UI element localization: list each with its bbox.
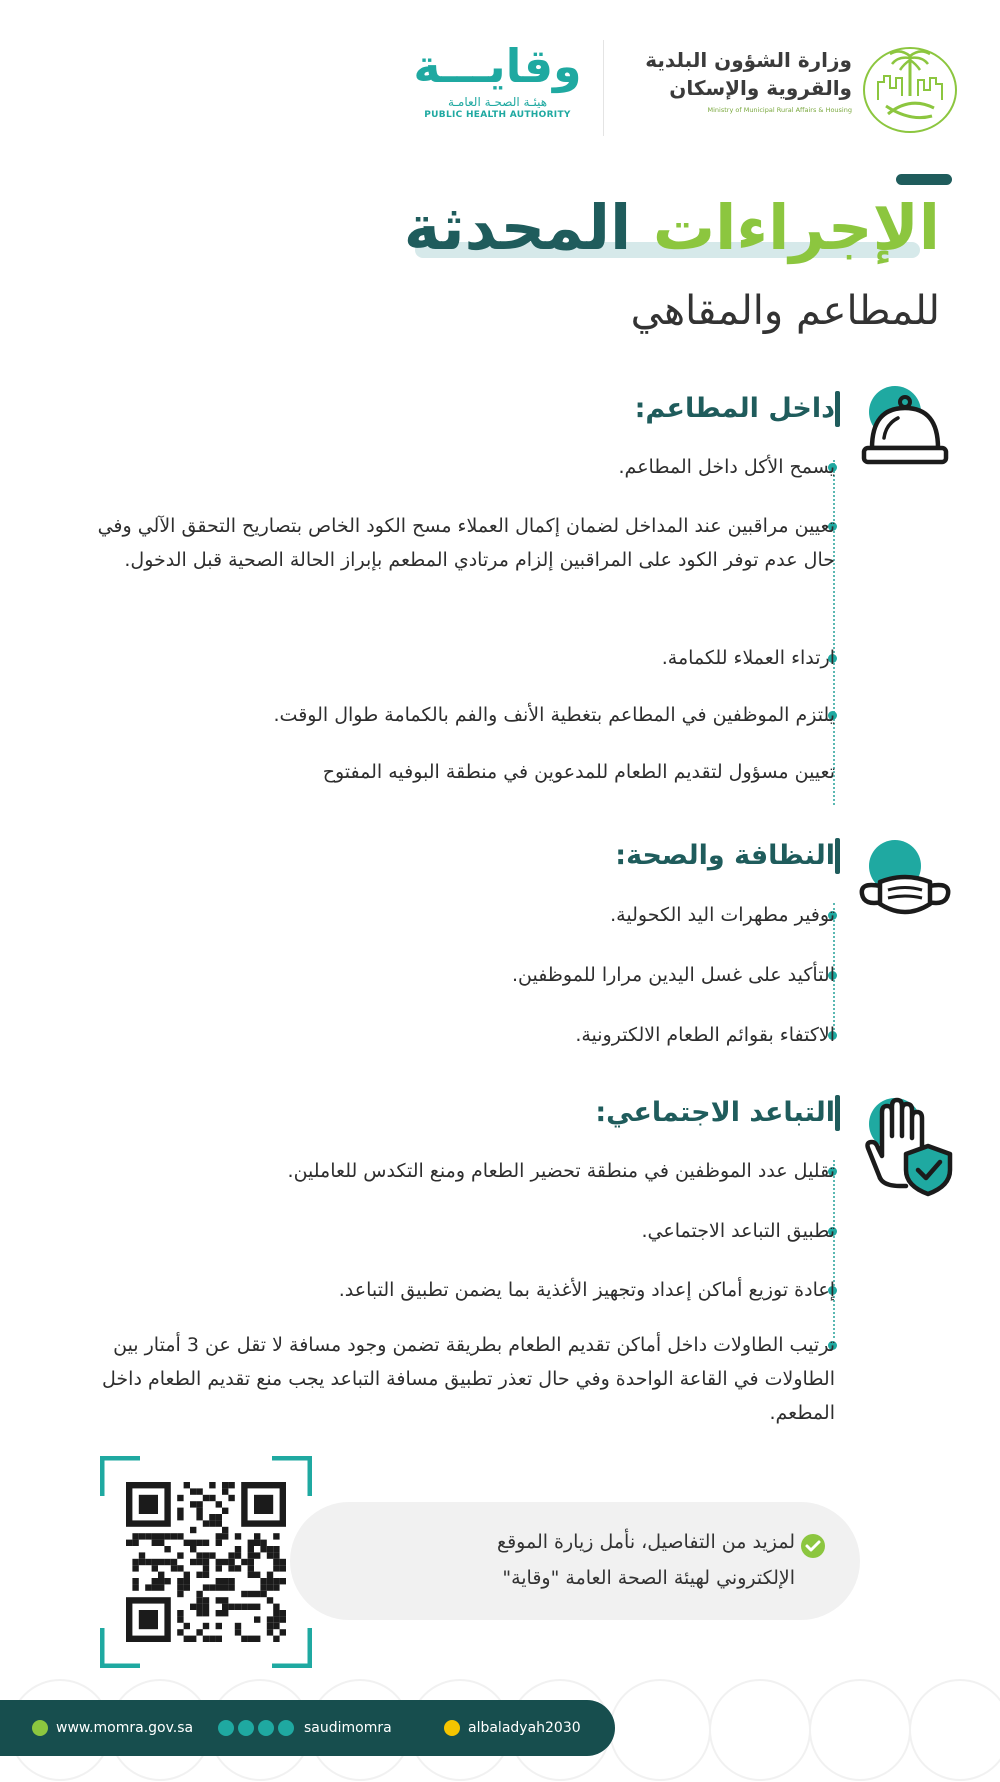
list-item: تطبيق التباعد الاجتماعي. [641,1220,835,1242]
globe-icon [32,1720,48,1736]
wiqaya-logo-english: PUBLIC HEALTH AUTHORITY [424,110,571,120]
list-item: تعيين مراقبين عند المداخل لضمان إكمال العملاء مسح الكود الخاص بتصاريح التحقق الآلي وفي حال عدم توفر الكود على المراقبين إلزام مرتادي المطعم بإبراز الحالة الصحية قبل الدخول. [97,515,835,571]
snapchat-icon[interactable] [444,1720,460,1736]
ministry-logo [640,38,960,138]
twitter-icon[interactable] [238,1720,254,1736]
hand-shield-icon [850,1090,960,1200]
info-text-line1: لمزيد من التفاصيل، نأمل زيارة الموقع [496,1531,795,1553]
ministry-name-en: Ministry of Municipal Rural Affairs & Housing [707,106,852,114]
list-item: تعيين مسؤول لتقديم الطعام للمدعوين في منطقة البوفيه المفتوح [322,761,835,783]
ministry-name-line1: وزارة الشؤون البلدية [645,48,852,72]
section-title-inside-restaurants: داخل المطاعم: [634,393,835,424]
page-subtitle: للمطاعم والمقاهي [630,288,940,334]
logo-divider [603,40,604,136]
page-title [300,190,940,266]
qr-code[interactable] [100,1456,312,1668]
info-text-line2: الإلكتروني لهيئة الصحة العامة "وقاية" [502,1567,795,1589]
cloche-icon [850,378,960,488]
list-item: ترتيب الطاولات داخل أماكن تقديم الطعام بطريقة تضمن وجود مسافة لا تقل عن 3 أمتار بين الطاولات في القاعة الواحدة وفي حال تعذر تطبيق مسافة التباعد يجب منع تقديم الطعام داخل المطعم. [102,1334,835,1424]
section-bar [835,1095,840,1131]
list-item: يلتزم الموظفين في المطاعم بتغطية الأنف والفم بالكمامة طوال الوقت. [273,704,835,726]
section-title-hygiene: النظافة والصحة: [615,840,835,871]
ministry-emblem-icon [860,38,960,138]
instagram-icon[interactable] [258,1720,274,1736]
wiqaya-logo-text: وقايـــة [413,39,582,93]
list-item: التأكيد على غسل اليدين مرارا للموظفين. [511,964,835,986]
list-item: ارتداء العملاء للكمامة. [661,647,835,669]
list-item: يسمح الأكل داخل المطاعم. [618,456,835,478]
list-item: تقليل عدد الموظفين في منطقة تحضير الطعام ومنع التكدس للعاملين. [287,1160,835,1182]
title-accent-bar [896,174,952,185]
list-item: إعادة توزيع أماكن إعداد وتجهيز الأغذية بما يضمن تطبيق التباعد. [338,1279,835,1301]
youtube-icon[interactable] [278,1720,294,1736]
wiqaya-logo-arabic: هيئـة الصحـة العامـة [447,95,548,109]
wiqaya-logo [410,38,585,138]
footer-snap-handle[interactable]: albaladyah2030 [468,1720,581,1736]
section-title-social-distancing: التباعد الاجتماعي: [595,1097,835,1128]
section-bar [835,838,840,874]
ministry-name-line2: والقروية والإسكان [669,76,852,100]
list-item: الاكتفاء بقوائم الطعام الالكترونية. [575,1024,835,1046]
page-title-part2: المحدثة [403,191,632,264]
check-circle-icon [800,1533,826,1559]
list-item: توفير مطهرات اليد الكحولية. [610,904,835,926]
face-mask-icon [850,832,960,942]
section-bar [835,391,840,427]
info-text [340,1524,795,1596]
footer-website[interactable]: www.momra.gov.sa [56,1720,194,1736]
page-title-part1: الإجراءات [631,191,940,264]
facebook-icon[interactable] [218,1720,234,1736]
footer-social-handle[interactable]: saudimomra [304,1720,392,1736]
